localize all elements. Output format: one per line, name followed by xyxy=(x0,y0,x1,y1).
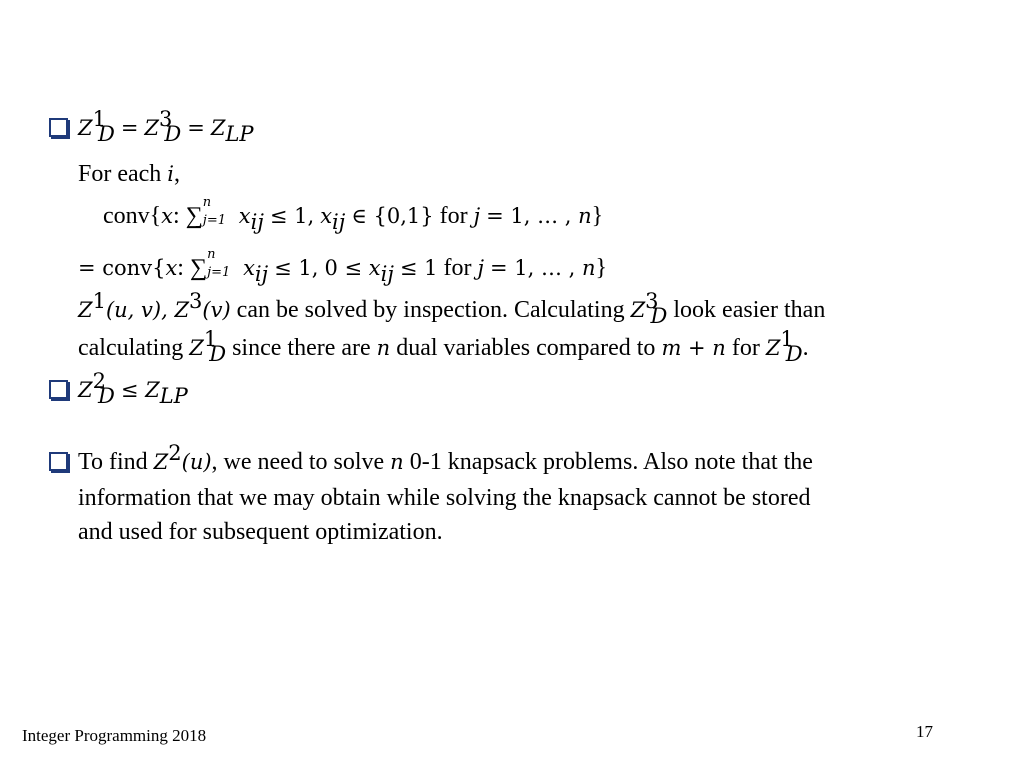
bullet-3-line-1: To find $Z^2(u)$, we need to solve n 0-1 knapsack problems. Also note that the xyxy=(78,441,813,475)
bullet-square-icon xyxy=(49,380,68,399)
bullet-square-icon xyxy=(49,118,68,137)
conv-line-1: conv{x: ∑ n j=1 $x_{ij} \le 1$, $x_{ij}$ ∈ {0,1} for j = 1, … , n} xyxy=(103,195,604,234)
inspection-line: $Z^1(u$, v), $Z^3(v)$ can be solved by inspection. Calculating $Z^3_D$ look easier than xyxy=(78,289,826,328)
bullet-2-equation: $Z^2_D \le Z_{LP}$ xyxy=(78,369,188,408)
bullet-square-icon xyxy=(49,452,68,471)
for-each-line: For each i, xyxy=(78,161,181,187)
footer-course-title: Integer Programming 2018 xyxy=(22,726,207,745)
conv-line-2: = conv{x: ∑ n j=1 $x_{ij} \le 1$, $0 \le x_{ij} \le 1$ for j = 1, … , n} xyxy=(78,247,608,286)
bullet-3-line-3: and used for subsequent optimization. xyxy=(78,519,443,545)
calculating-line: calculating $Z^1_D$ since there are n dual variables compared to m + n for $Z^1_D$. xyxy=(78,327,809,366)
bullet-1-equation: $Z^1_D = Z^3_D = Z_{LP}$ xyxy=(78,107,254,146)
bullet-3-line-2: information that we may obtain while solving the knapsack cannot be stored xyxy=(78,485,811,511)
page-number: 17 xyxy=(916,722,933,741)
